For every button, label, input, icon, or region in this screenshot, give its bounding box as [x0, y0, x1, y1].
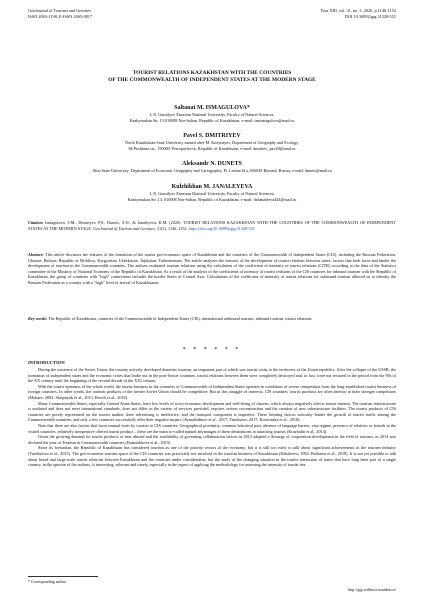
citation-label: Citation: [28, 220, 44, 225]
journal-issn: ISSN 2065-1198, E-ISSN 2065-0817 [28, 13, 93, 19]
body-paragraph: With the tourist openness of the whole world, the tourist business in the countries of Commonwealth of Independent States operates in conditions of severe competition from the long-established tourist business of foreign countries. In other words, the tourism products of the former Soviet Union should be competitive. But in this struggle of interests, CIS countries' tourist products are often inferior to their stronger competitors (Mokaev, 2002; Skripnyuk et al., 2013; Kroolf et al., 2018). [28, 383, 396, 400]
introduction-body [28, 367, 396, 468]
author-name: Saltanat M. ISMAGULOVA* [174, 105, 250, 111]
article-page [28, 8, 396, 592]
citation-tail: , 31(3), 1146–1152. [154, 225, 189, 231]
abstract-block [28, 252, 396, 286]
body-paragraph: Note that there are also factors that favor mutual visits by tourists to CIS countries. Geographical proximity, common historical past, absence of language barrier, visa regime, presence of relatives or friends in the visited countries, relatively inexpensive offered tourist product – these are the main so-called natural advantages of these destinations in attracting tourists (Kruzhalin et al., 2014). [28, 422, 396, 434]
citation-journal: GeoJournal of Tourism and Geosites [93, 225, 155, 231]
body-paragraph: Many Commonwealth States, especially Central Asian States, have low levels of socio-economic development and well-being of citizens, which always negatively affects tourist interest. The tourism infrastructure is outdated and does not meet international standards, does not differ in the variety of services provided, requires serious reconstruction and the creation of new infrastructure facilities. The tourist products of CIS countries are poorly represented on the tourist market, their advertising is ineffective, and the transport component is imperfect. These limiting factors seriously hinder the growth of tourist traffic among the Commonwealth countries, and only a few countries successfully offer their negative impact (Aymaletdinov et al., 2017; Vinokurov, 2017; Kotosinska et al., 2018). [28, 400, 396, 423]
author-affiliation: L.N. Gumilyov Eurasian National University, Faculty of Natural Sciences, [149, 112, 275, 117]
journal-header [28, 8, 396, 38]
journal-name: GeoJournal of Tourism and Geosites [28, 8, 91, 13]
keywords-block [28, 316, 396, 322]
keywords-text: The Republic of Kazakhstan, countries of the Commonwealth of Independent States (CIS), international outbound tourism, inbound tourism, tourist relations [47, 316, 312, 321]
author-affiliation: North Kazakhstan State University named after M. Kozybayev, Department of Geography and Ecology, [125, 140, 299, 145]
author-affiliation: Altai State University, Department of Economic Geography and Cartography, Pr. Lenina 61a, 656049 Barnaul, Russia, e-mail: dunets@mail.ru [92, 168, 332, 173]
footnote-corresponding-author: * Corresponding author [28, 579, 66, 584]
keywords-label: Key words: [28, 316, 48, 321]
author-affiliation: L.N. Gumilyov Eurasian National University, Faculty of Natural Sciences, [149, 191, 275, 196]
section-heading-introduction: INTRODUCTION [28, 360, 65, 365]
abstract-label: Abstract: [28, 252, 44, 257]
author-block-4 [28, 183, 396, 202]
journal-doi[interactable]: DOI 10.30892/gtg.31328-551 [344, 13, 396, 19]
journal-header-left [28, 8, 92, 19]
author-affiliation: Kazhymukan Str. 13 010008 Nur-Sultan, Republic of Kazakhstan, e-mail: smismagulova@mail.ru [129, 117, 295, 123]
citation-text: Ismagulova, S.M., Dmitriyev, P.S., Dunets, A.N., & Janaleyeva, K.M. (2020). TOURIST RELATIONS KAZAKHSTAN WITH THE COUNTRIES OF THE COMMONWEALTH OF INDEPENDENT STATES AT THE MODERN STAGE. [28, 220, 396, 231]
journal-header-right [320, 8, 396, 19]
author-name: Aleksandr N. DUNETS [182, 161, 242, 167]
body-paragraph: Given the growing demand for tourist products of near abroad and the availability of governing collaboration factors in 2013 adopted a Strategy of cooperation development in the field of tourism, as 2014 was declared the year of Tourism in Commonwealth countries (Kamaukhova et al., 2015). [28, 434, 396, 445]
article-title-line-2: OF THE COMMONWEALTH OF INDEPENDENT STATES AT THE MODERN STAGE [108, 77, 316, 83]
author-name: Kulzhikhan M. JANALEYEVA [171, 184, 253, 190]
page-footer-url[interactable]: http://gtg.webhost.uoradea.ro/ [347, 587, 396, 592]
citation-block [28, 220, 396, 231]
journal-volume: Year XIII, vol. 31, no. 3, 2020, p.1146-1152 [320, 8, 396, 13]
body-paragraph: Since its formation, the Republic of Kazakhstan has considered tourism as one of the priority sectors of the economy, but it is still too early to talk about significant achievements in the tourism industry (Turekulova et al., 2015). The geo-economic tourism space of the CIS countries was practically not involved in the tourism business of Kazakhstan (Dzhaleeva, 1992; Baibuteu et al., 2018). It is not yet possible to talk about broad and large-scale tourist relations between Kazakhstan and the countries under consideration, but the study of the changing situation in the tourist interaction of states that have long been part of a single country, in the opinion of the authors, is interesting, relevant and timely, especially in the aspect of applying the methodology for assessing the intensity of tourist ties. [28, 445, 396, 468]
author-affiliation: 86 Pushkina str., 150000, Petropavlovsk, Republic of Kazakhstan, e-mail: dmitriev_pav49@mail.ru [128, 145, 296, 151]
body-paragraph: During the existence of the Soviet Union, the country actively developed domestic tourism, an important part of which was tourist visits to the territories of the Union republics. After the collapse of the USSR, the formation of independent states and the economic crises that broke out in the post-Soviet countries, tourist relations between them were completely destroyed and, in fact, were not restored in the period from the 90s of the XX century until the beginning of the second decade of the XXI century. [28, 367, 396, 384]
author-block-3 [28, 160, 396, 174]
abstract-text: This article discusses the features of the formation of the tourist geo-economic space of Kazakhstan and the countries of the Commonwealth of Independent States (CIS), including the Russian Federation, Ukraine, Belarus, Republic of Moldova, Kyrgyzstan, Uzbekistan, Tajikistan, Turkmenistan. The article analyzes the features of the development of tourist relations between states, factors that both favor and hinder the development of tourism in the Commonwealth countries. The authors evaluated tourism relations using the calculation of the coefficient of intensity of tourist relations (CITR) according to the data of the Statistics committee of the Ministry of National Economy of the Republic of Kazakhstan. As a result of the analysis of the coefficients of intensity of tourist relations of the CIS countries for inbound tourism with the Republic of Kazakhstan, the group of countries with "high" connections includes the border States of Central Asia. Calculations of the coefficient of intensity of tourist relations for outbound tourism allowed us to identify the Russian Federation as a country with a "high" level of arrival of Kazakhstanis. [28, 252, 396, 285]
article-title [28, 70, 396, 84]
article-title-line-1: TOURIST RELATIONS KAZAKHSTAN WITH THE COUNTRIES [132, 70, 292, 76]
footnote-divider [28, 576, 98, 577]
citation-doi-link[interactable]: https://doi.org/10.30892/gtg.31328-551 [188, 225, 255, 231]
author-block-1 [28, 104, 396, 123]
author-affiliation: Kazhymukan Str. 13, 010008 Nur-Sultan, Republic of Kazakhstan, e-mail: dzhanaleeva444@mail.ru [127, 196, 297, 202]
section-divider-stars: * * * * * * [182, 347, 242, 353]
author-name: Pavel S. DMITRIYEV [183, 133, 241, 139]
author-block-2 [28, 132, 396, 151]
